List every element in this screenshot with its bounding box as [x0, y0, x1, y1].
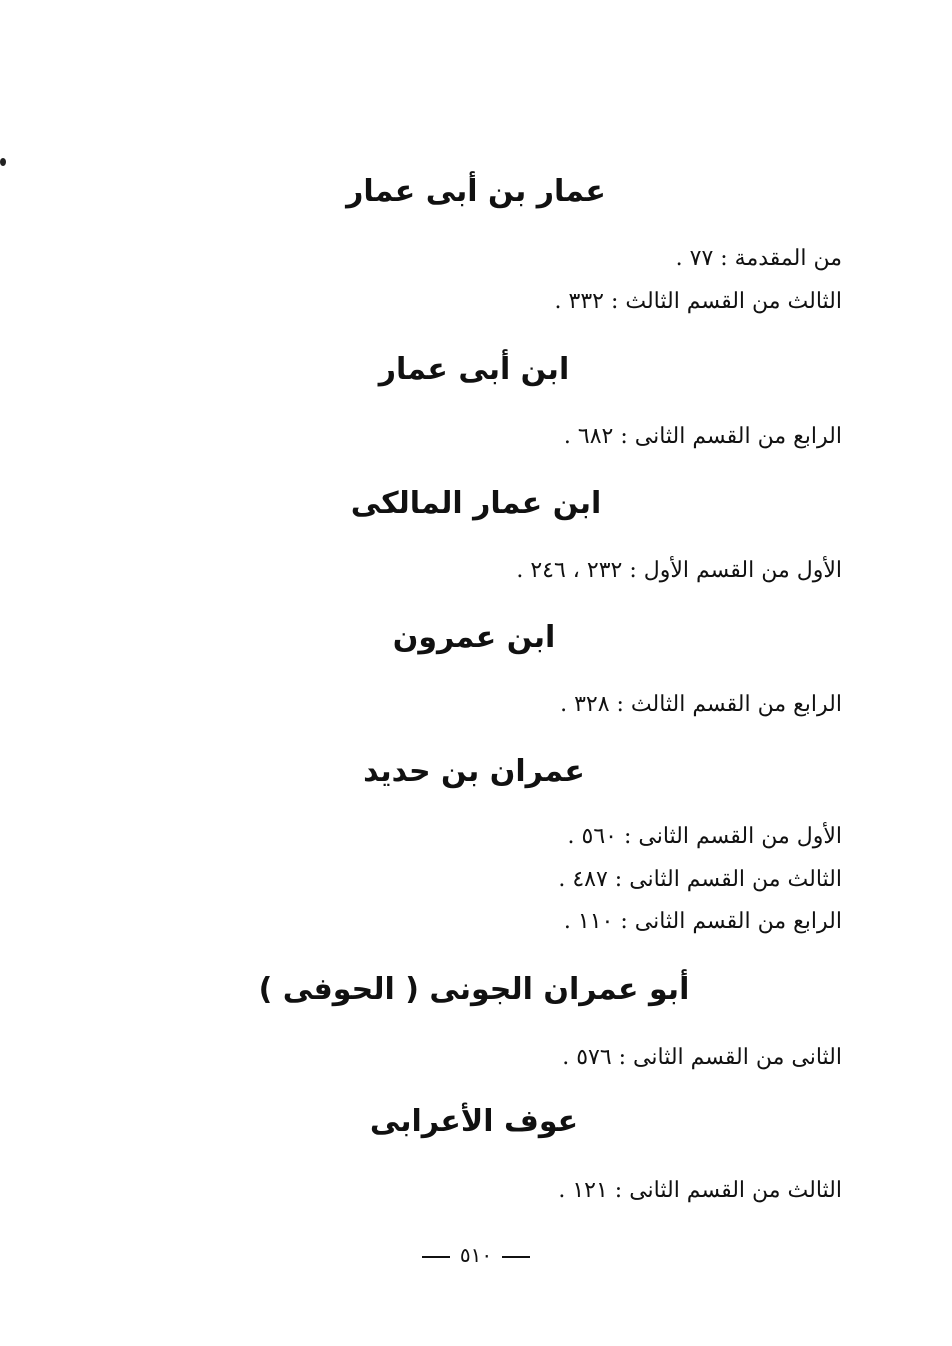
scan-speck [0, 158, 6, 166]
folio-dash [422, 1256, 450, 1258]
entry-heading: عوف الأعرابى [369, 1104, 579, 1139]
entry-heading: ابن عمار المالكى [350, 486, 602, 521]
page-number-text: ٥١٠ [459, 1243, 493, 1267]
entry-reference: من المقدمة : ٧٧ . [675, 246, 842, 271]
entry-reference: الثالث من القسم الثالث : ٣٣٢ . [554, 289, 842, 314]
entry-reference: الثانى من القسم الثانى : ٥٧٦ . [562, 1045, 842, 1070]
entry-reference: الأول من القسم الثانى : ٥٦٠ . [567, 824, 842, 849]
entry-heading: عمار بن أبى عمار [346, 174, 606, 209]
entry-heading: عمران بن حديد [363, 754, 585, 789]
page-number [0, 1240, 952, 1270]
folio-dash [502, 1256, 530, 1258]
entry-reference: الأول من القسم الأول : ٢٣٢ ، ٢٤٦ . [516, 558, 842, 583]
entry-reference: الرابع من القسم الثالث : ٣٢٨ . [560, 692, 842, 717]
entry-heading: ابن أبى عمار [378, 352, 570, 387]
entry-reference: الرابع من القسم الثانى : ١١٠ . [563, 909, 842, 934]
entry-reference: الرابع من القسم الثانى : ٦٨٢ . [563, 424, 842, 449]
entry-heading: ابن عمرون [392, 620, 556, 655]
entry-heading: أبو عمران الجونى ( الحوفى ) [258, 972, 690, 1007]
entry-reference: الثالث من القسم الثانى : ١٢١ . [558, 1178, 842, 1203]
entry-reference: الثالث من القسم الثانى : ٤٨٧ . [558, 867, 842, 892]
